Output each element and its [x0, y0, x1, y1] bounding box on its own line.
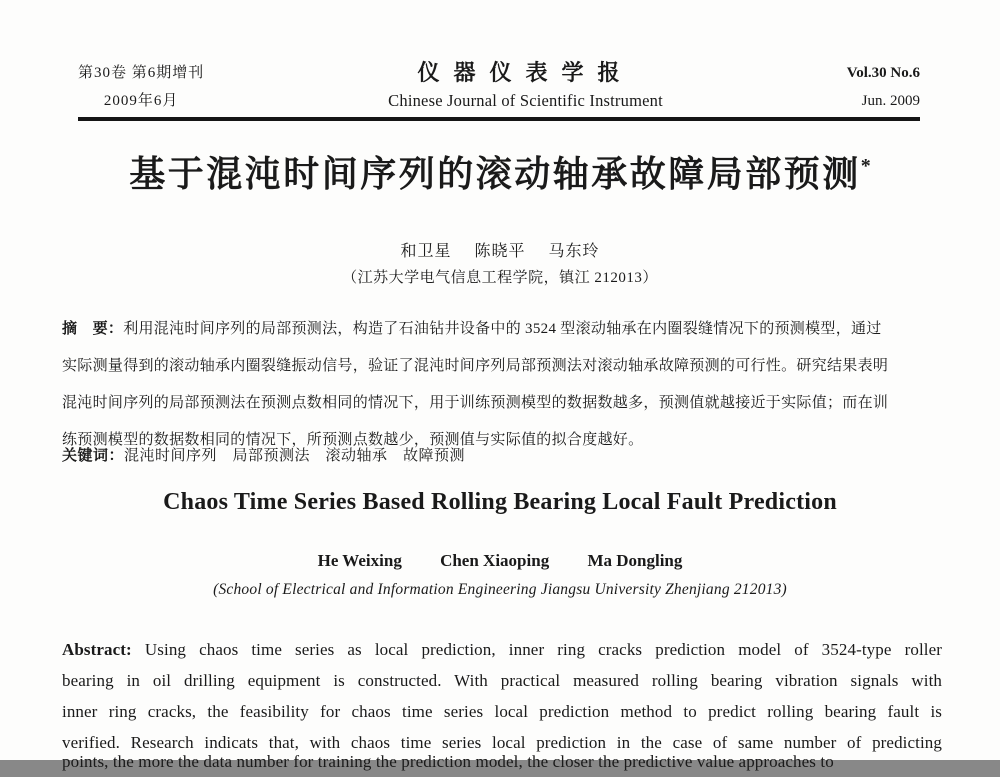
keywords-cn — [62, 441, 945, 471]
abstract-en-line-5-clipped: points, the more the data number for training the prediction model, the closer the predictive value approaches to — [62, 752, 834, 771]
author-cn-3: 马东玲 — [548, 243, 600, 260]
title-footnote-asterisk: * — [860, 155, 871, 177]
authors-en — [0, 551, 1000, 571]
abstract-cn-label: 摘 要： — [62, 321, 124, 337]
affiliation-cn: （江苏大学电气信息工程学院，镇江 212013） — [342, 270, 658, 286]
volume-issue-en: Vol.30 No.6 — [846, 65, 920, 81]
journal-title-en: Chinese Journal of Scientific Instrument — [388, 91, 663, 110]
header-left-column — [78, 58, 204, 114]
author-en-3: Ma Dongling — [587, 551, 683, 570]
abstract-cn — [62, 311, 945, 459]
article-title-cn — [0, 146, 1000, 197]
author-en-2: Chen Xiaoping — [440, 551, 550, 570]
author-cn-1: 和卫星 — [400, 243, 452, 260]
abstract-cn-line-2: 实际测量得到的滚动轴承内圈裂缝振动信号，验证了混沌时间序列局部预测法对滚动轴承故障预测的可行性。研究结果表明 — [62, 358, 889, 374]
abstract-cn-line-1 — [62, 311, 945, 348]
abstract-en-label: Abstract: — [62, 640, 132, 659]
abstract-cn-line-4: 练预测模型的数据数相同的情况下，所预测点数越少，预测值与实际值的拟合度越好。 — [62, 432, 644, 448]
publication-date-en: Jun. 2009 — [861, 93, 920, 109]
publication-date-cn: 2009年6月 — [103, 93, 179, 109]
header-divider-rule — [78, 117, 920, 121]
keywords-cn-label: 关键词： — [62, 448, 125, 464]
volume-issue-cn: 第30卷 第6期增刊 — [78, 65, 205, 81]
keywords-cn-text: 混沌时间序列 局部预测法 滚动轴承 故障预测 — [124, 448, 466, 464]
abstract-cn-line-1-text: 利用混沌时间序列的局部预测法，构造了石油钻井设备中的 3524 型滚动轴承在内圈裂缝情况下的预测模型，通过 — [123, 321, 882, 337]
abstract-en-line-4: verified. Research indicats that, with chaos time series local prediction in the case of same number of predicting — [62, 733, 942, 752]
abstract-en-line-2: bearing in oil drilling equipment is constructed. With practical measured rolling bearing vibration signals with — [62, 671, 942, 690]
journal-header — [78, 58, 920, 114]
abstract-en — [62, 634, 942, 777]
article-title-cn-text: 基于混沌时间序列的滚动轴承故障局部预测 — [129, 154, 861, 194]
author-cn-2: 陈晓平 — [474, 243, 526, 260]
journal-title-cn: 仪器仪表学报 — [417, 60, 634, 85]
article-title-en: Chaos Time Series Based Rolling Bearing Local Fault Prediction — [163, 489, 837, 515]
abstract-cn-line-3: 混沌时间序列的局部预测法在预测点数相同的情况下，用于训练预测模型的数据数越多，预测值就越接近于实际值；而在训 — [62, 395, 889, 411]
header-right-column — [847, 58, 920, 114]
affiliation-en: (School of Electrical and Information Engineering Jiangsu University Zhenjiang 212013) — [213, 581, 787, 598]
author-en-1: He Weixing — [317, 551, 402, 570]
header-center-column — [388, 58, 663, 114]
authors-cn — [0, 238, 1000, 261]
abstract-en-line-1 — [62, 634, 942, 665]
abstract-en-line-1-text: Using chaos time series as local prediction, inner ring cracks prediction model of 3524-type roller — [144, 640, 942, 659]
abstract-en-line-3: inner ring cracks, the feasibility for chaos time series local prediction method to predict rolling bearing fault is — [62, 702, 942, 721]
